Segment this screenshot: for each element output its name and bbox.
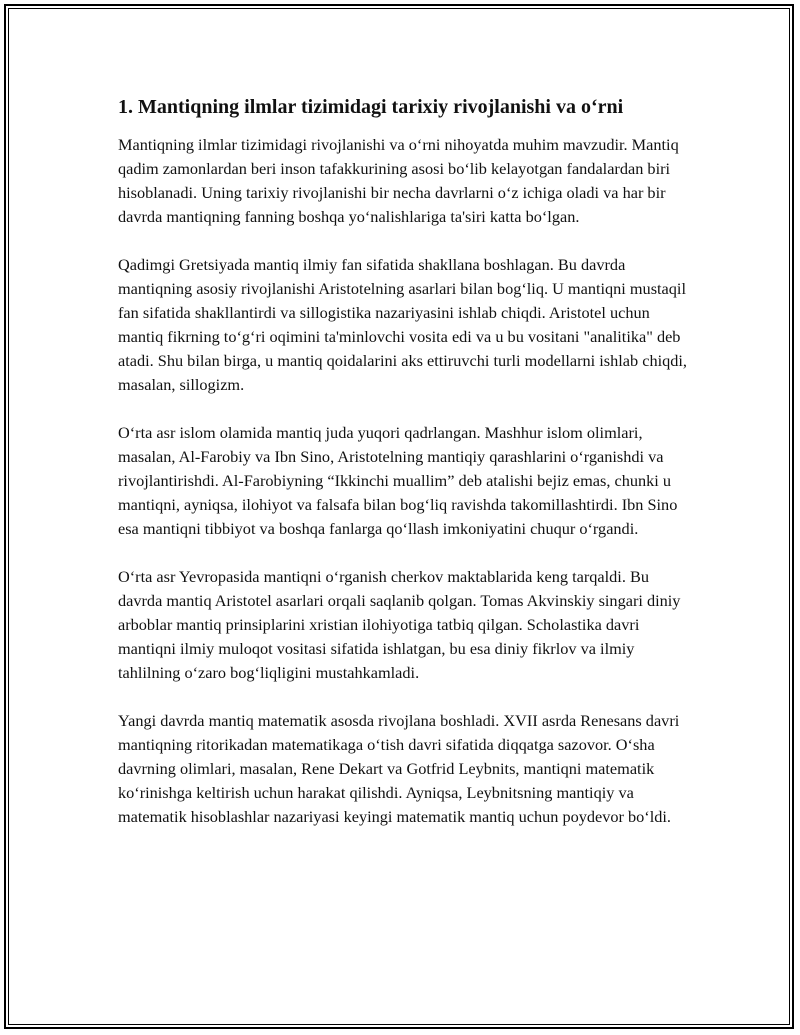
paragraph-intro: Mantiqning ilmlar tizimidagi rivojlanishi va o‘rni nihoyatda muhim mavzudir. Mantiq qadim zamonlardan beri inson tafakkurining asosi bo‘lib kelayotgan fandalardan biri hisoblanadi. Uning tarixiy rivojlanishi bir necha davrlarni o‘z ichiga oladi va har bir davrda mantiqning fanning boshqa yo‘nalishlariga ta'siri katta bo‘lgan. [118,135,679,226]
document-body [118,94,690,853]
paragraph-medieval-europe: O‘rta asr Yevropasida mantiqni o‘rganish cherkov maktablarida keng tarqaldi. Bu davrda mantiq Aristotel asarlari orqali saqlanib qolgan. Tomas Akvinskiy singari diniy arboblar mantiq prinsiplarini xristian ilohiyotiga tatbiq qilgan. Scholastika davri mantiqni ilmiy muloqot vositasi sifatida ishlatgan, bu esa diniy fikrlov va ilmiy tahlilning o‘zaro bog‘liqligini mustahkamladi. [118,567,681,682]
paragraph-ancient-greece: Qadimgi Gretsiyada mantiq ilmiy fan sifatida shakllana boshlagan. Bu davrda mantiqning asosiy rivojlanishi Aristotelning asarlari bilan bog‘liq. U mantiqni mustaqil fan sifatida shakllantirdi va sillogistika nazariyasini ishlab chiqdi. Aristotel uchun mantiq fikrning to‘g‘ri oqimini ta'minlovchi vosita edi va u bu vositani "analitika" deb atadi. Shu bilan birga, u mantiq qoidalarini aks ettiruvchi turli modellarni ishlab chiqdi, masalan, sillogizm. [118,255,687,394]
paragraph-modern-era: Yangi davrda mantiq matematik asosda rivojlana boshladi. XVII asrda Renesans davri mantiqning ritorikadan matematikaga o‘tish davri sifatida diqqatga sazovor. O‘sha davrning olimlari, masalan, Rene Dekart va Gotfrid Leybnits, mantiqni matematik ko‘rinishga keltirish uchun harakat qilishdi. Ayniqsa, Leybnitsning mantiqiy va matematik hisoblashlar nazariyasi keyingi matematik mantiq uchun poydevor bo‘ldi. [118,711,680,826]
section-heading: 1. Mantiqning ilmlar tizimidagi tarixiy rivojlanishi va o‘rni [118,96,624,118]
paragraph-islamic-world: O‘rta asr islom olamida mantiq juda yuqori qadrlangan. Mashhur islom olimlari, masalan, Al-Farobiy va Ibn Sino, Aristotelning mantiqiy qarashlarini o‘rganishdi va rivojlantirishdi. Al-Farobiyning “Ikkinchi muallim” deb atalishi bejiz emas, chunki u mantiqni, ayniqsa, ilohiyot va falsafa bilan bog‘liq ravishda takomillashtirdi. Ibn Sino esa mantiqni tibbiyot va boshqa fanlarga qo‘llash imkoniyatini chuqur o‘rgandi. [118,423,678,538]
